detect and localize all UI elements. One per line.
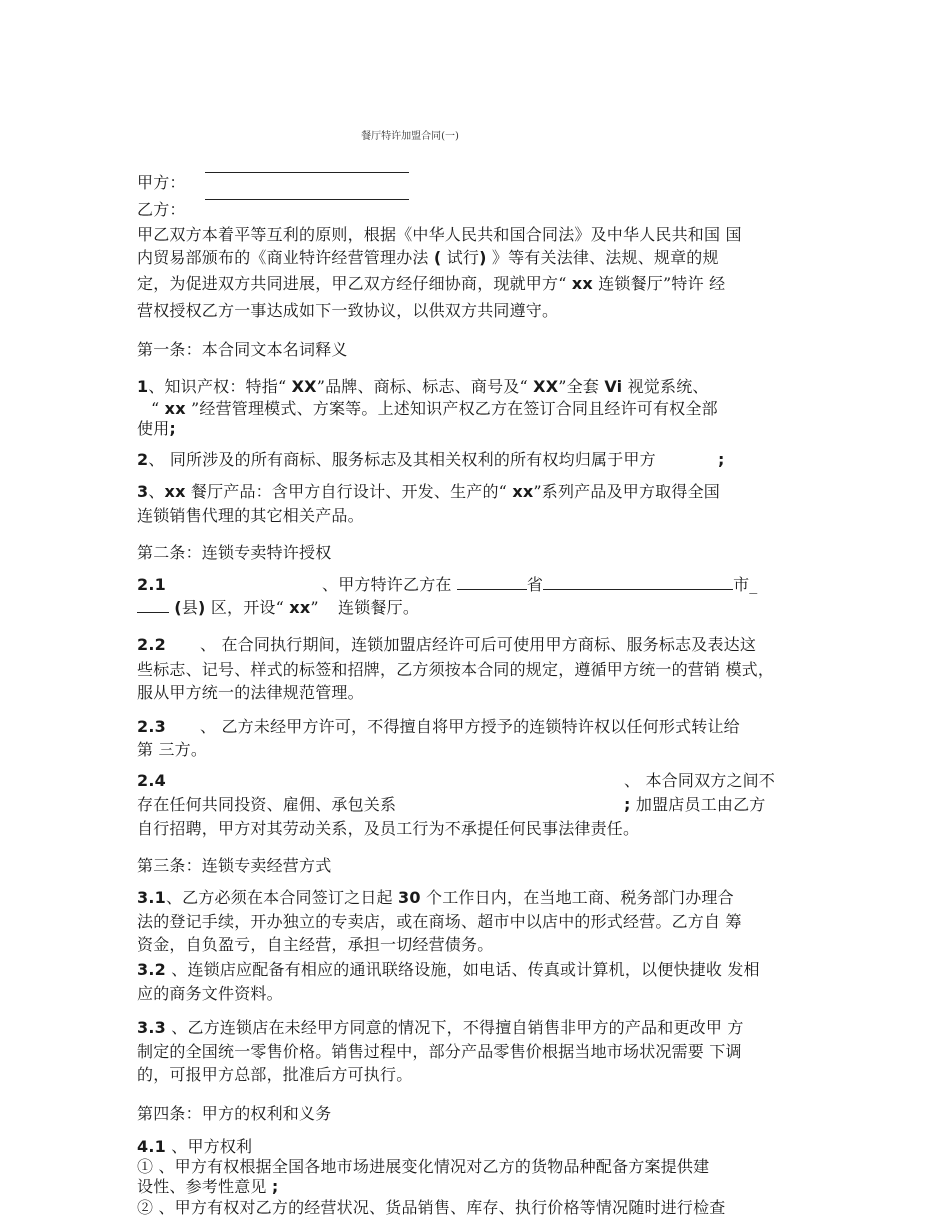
clause-2-4-num: 2.4 (137, 771, 166, 790)
preamble-line-1: 甲乙双方本着平等互利的原则，根据《中华人民共和国合同法》及中华人民共和国 国 (137, 225, 742, 244)
clause-1-line-2: “ xx ”经营管理模式、方案等。上述知识产权乙方在签订合同且经许可有权全部 (151, 399, 718, 418)
clause-3-2-line-1: 3.2 、连锁店应配备有相应的通讯联络设施，如电话、传真或计算机，以便快捷收 发相 (137, 960, 760, 979)
clause-3-3-line-3: 的，可报甲方总部，批准后方可执行。 (137, 1065, 413, 1084)
clause-1-line-3: 使用; (137, 419, 177, 438)
city-blank (543, 575, 733, 590)
article-3-heading: 第三条：连锁专卖经营方式 (137, 856, 332, 875)
preamble-line-4: 营权授权乙方一事达成如下一致协议，以供双方共同遵守。 (137, 301, 559, 320)
clause-3-1-line-3: 资金，自负盈亏，自主经营，承担一切经营债务。 (137, 935, 494, 954)
party-a-label: 甲方： (137, 173, 186, 192)
clause-3-1-line-2: 法的登记手续，开办独立的专卖店，或在商场、超市中以店中的形式经营。乙方自 筹 (137, 912, 742, 931)
clause-2-3-num: 2.3 (137, 717, 166, 736)
article-1-heading: 第一条：本合同文本名词释义 (137, 340, 348, 359)
clause-2-end: ; (718, 450, 725, 469)
clause-2-2-num: 2.2 (137, 635, 166, 654)
clause-2-3-line-1: 、 乙方未经甲方许可，不得擅自将甲方授予的连锁特许权以任何形式转让给 (200, 717, 740, 736)
clause-2-4-line-2-end: ; 加盟店员工由乙方 (624, 795, 766, 814)
clause-2-1-line-2: (县) 区，开设“ xx” 连锁餐厅。 (137, 598, 419, 618)
clause-1-line-1: 1、知识产权：特指“ XX”品牌、商标、标志、商号及“ XX”全套 Vi 视觉系统、 (137, 377, 709, 396)
preamble-line-3: 定，为促进双方共同进展，甲乙双方经仔细协商，现就甲方“ xx 连锁餐厅”特许 经 (137, 274, 726, 293)
document-title: 餐厅特许加盟合同(一) (361, 131, 459, 142)
province-blank (457, 575, 527, 590)
clause-3-line-1: 3、xx 餐厅产品：含甲方自行设计、开发、生产的“ xx”系列产品及甲方取得全国 (137, 482, 720, 501)
clause-2-4-line-3: 自行招聘，甲方对其劳动关系，及员工行为不承提任何民事法律责任。 (137, 819, 640, 838)
clause-2-2-line-2: 些标志、记号、样式的标签和招牌，乙方须按本合同的规定，遵循甲方统一的营销 模式， (137, 660, 775, 679)
item-2-line-1: ② 、甲方有权对乙方的经营状况、货品销售、库存、执行价格等情况随时进行检查 (137, 1198, 726, 1217)
item-1-line-2: 设性、参考性意见 ; (137, 1177, 279, 1196)
clause-2-3-line-2: 第 三方。 (137, 740, 208, 759)
item-1-line-1: ① 、甲方有权根据全国各地市场进展变化情况对乙方的货物品种配备方案提供建 (137, 1157, 710, 1176)
county-blank (137, 598, 169, 613)
party-b-blank (205, 199, 409, 200)
article-4-heading: 第四条：甲方的权利和义务 (137, 1104, 332, 1123)
clause-2-4-line-2: 存在任何共同投资、雇佣、承包关系 (137, 795, 397, 814)
clause-2-4-line-1: 、 本合同双方之间不 (624, 771, 776, 790)
clause-3-3-line-1: 3.3 、乙方连锁店在未经甲方同意的情况下，不得擅自销售非甲方的产品和更改甲 方 (137, 1018, 744, 1037)
clause-2-1-line-1: 、甲方特许乙方在 省 市_ (322, 575, 758, 594)
clause-3-2-line-2: 应的商务文件资料。 (137, 984, 283, 1003)
clause-4-1-line: 4.1 、甲方权利 (137, 1137, 253, 1156)
clause-2-line: 2、 同所涉及的所有商标、服务标志及其相关权利的所有权均归属于甲方 (137, 450, 656, 469)
clause-2-2-line-3: 服从甲方统一的法律规范管理。 (137, 683, 364, 702)
clause-2-1-num: 2.1 (137, 575, 166, 594)
article-2-heading: 第二条：连锁专卖特许授权 (137, 543, 332, 562)
preamble-line-2: 内贸易部颁布的《商业特许经营管理办法 ( 试行) 》等有关法律、法规、规章的规 (137, 248, 719, 267)
clause-2-2-line-1: 、 在合同执行期间，连锁加盟店经许可后可使用甲方商标、服务标志及表达这 (200, 635, 757, 654)
party-a-blank (205, 172, 409, 173)
party-b-label: 乙方： (137, 200, 186, 219)
clause-3-1-line-1: 3.1、乙方必须在本合同签订之日起 30 个工作日内，在当地工商、税务部门办理合 (137, 888, 734, 907)
clause-3-line-2: 连锁销售代理的其它相关产品。 (137, 506, 364, 525)
clause-3-3-line-2: 制定的全国统一零售价格。销售过程中，部分产品零售价根据当地市场状况需要 下调 (137, 1042, 742, 1061)
